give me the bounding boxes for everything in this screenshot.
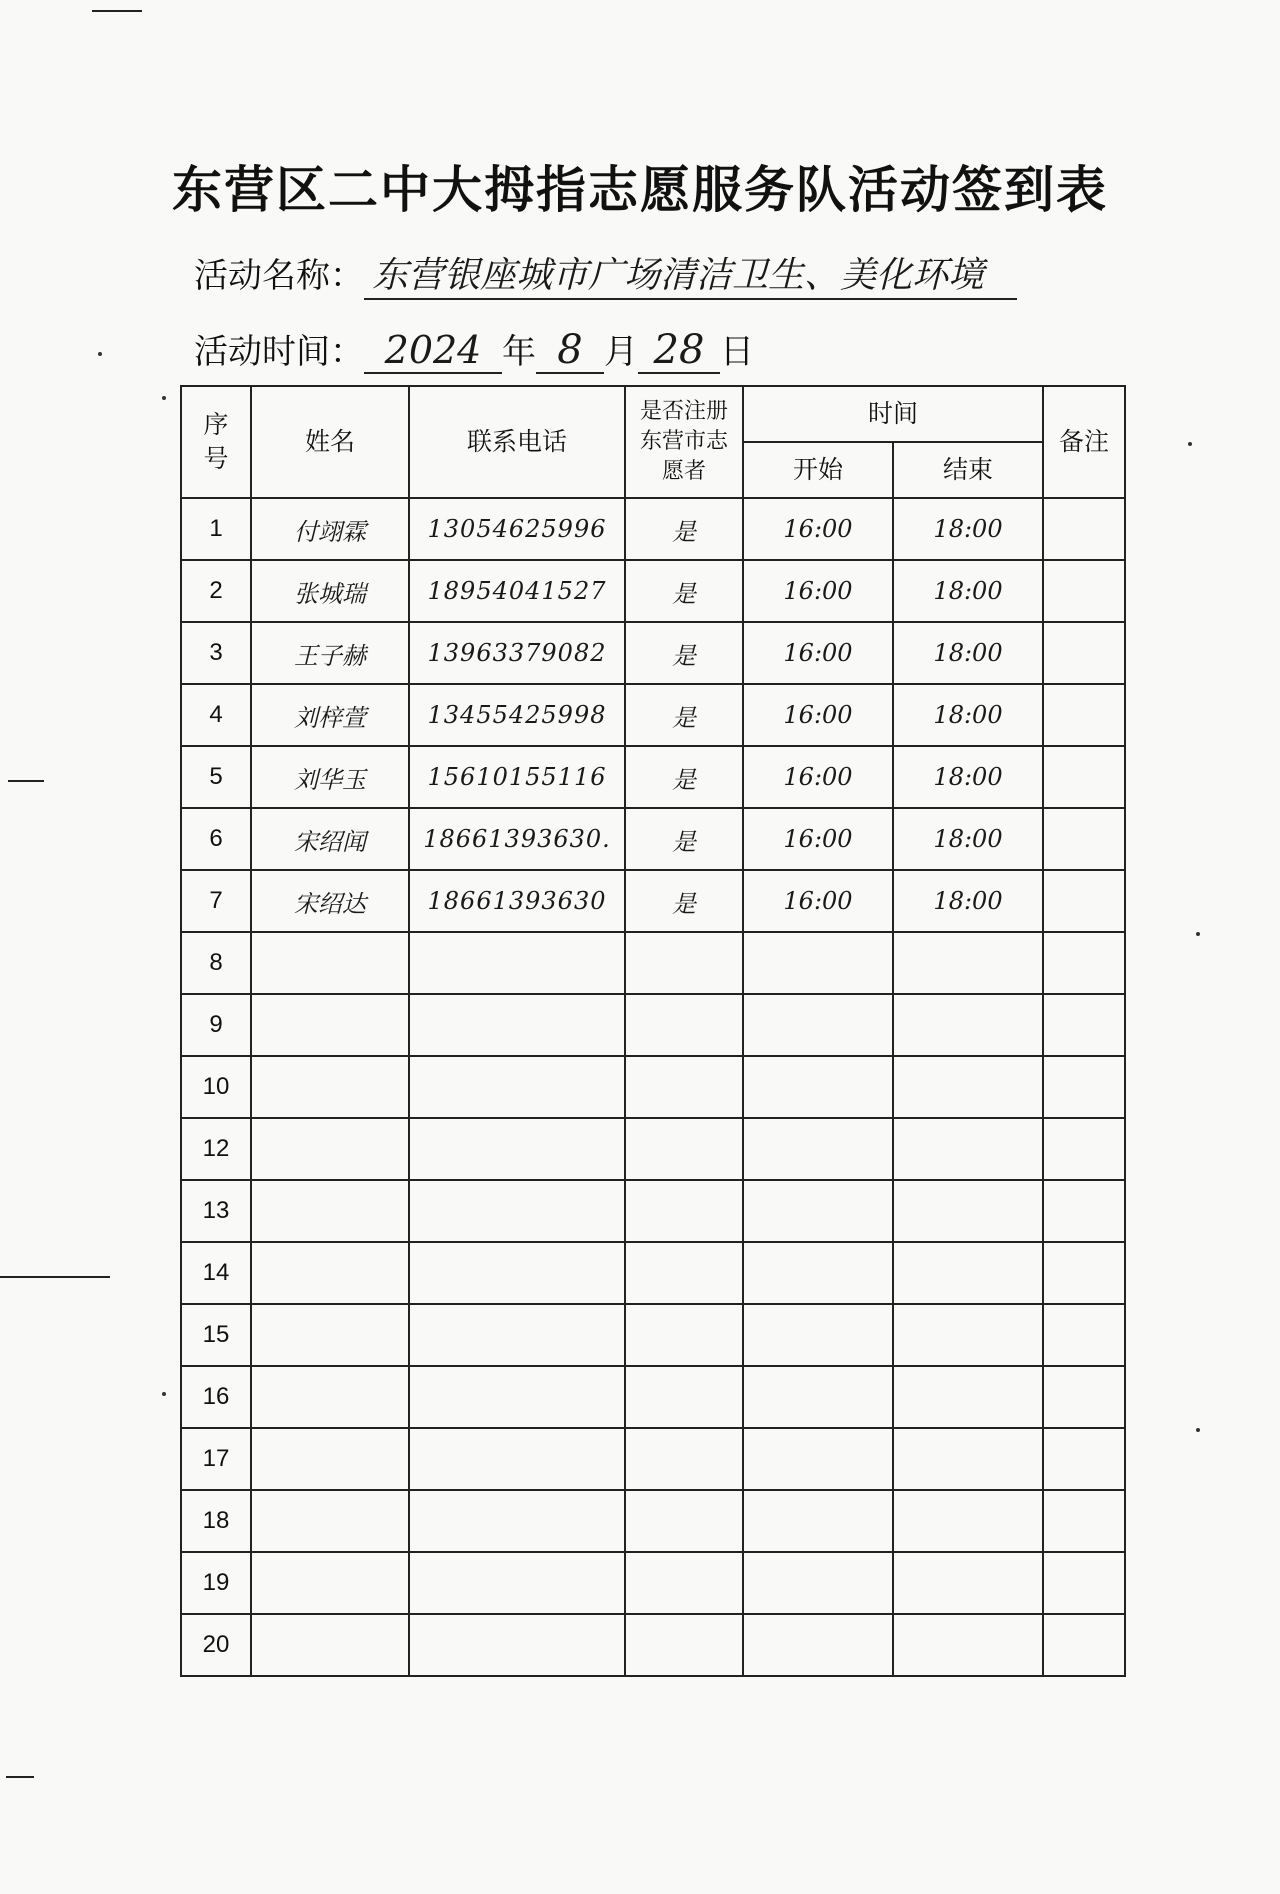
- row-name: [251, 994, 409, 1056]
- row-registered: [625, 1304, 743, 1366]
- row-name: [251, 932, 409, 994]
- row-start-time: [743, 1242, 893, 1304]
- margin-mark: [92, 10, 142, 12]
- row-name: [251, 1180, 409, 1242]
- row-registered: 是: [625, 746, 743, 808]
- row-registered: 是: [625, 622, 743, 684]
- row-registered: [625, 932, 743, 994]
- row-remarks: [1043, 1552, 1125, 1614]
- speck: [162, 396, 166, 400]
- row-registered: [625, 1428, 743, 1490]
- speck: [1196, 932, 1200, 936]
- row-end-time: [893, 1552, 1043, 1614]
- row-seq: 5: [181, 746, 251, 808]
- table-row: [181, 1118, 1125, 1180]
- row-phone: [409, 1428, 625, 1490]
- activity-name-line: [194, 254, 1017, 300]
- row-registered: 是: [625, 498, 743, 560]
- row-seq: 15: [181, 1304, 251, 1366]
- row-name: 宋绍闻: [251, 808, 409, 870]
- row-registered: 是: [625, 808, 743, 870]
- table-row: [181, 622, 1125, 684]
- row-seq: 1: [181, 498, 251, 560]
- row-end-time: [893, 994, 1043, 1056]
- header-start: 开始: [743, 442, 893, 498]
- table-row: [181, 746, 1125, 808]
- row-seq: 10: [181, 1056, 251, 1118]
- signin-table: [180, 385, 1126, 1677]
- header-registered-line1: 是否注册: [639, 399, 728, 424]
- row-remarks: [1043, 746, 1125, 808]
- page-title: 东营区二中大拇指志愿服务队活动签到表: [172, 161, 1108, 219]
- row-seq: 14: [181, 1242, 251, 1304]
- row-remarks: [1043, 1180, 1125, 1242]
- row-remarks: [1043, 560, 1125, 622]
- row-name: 付翊霖: [251, 498, 409, 560]
- speck: [1188, 442, 1192, 446]
- row-name: [251, 1428, 409, 1490]
- row-remarks: [1043, 498, 1125, 560]
- row-phone: [409, 1242, 625, 1304]
- year-unit: 年: [502, 332, 536, 372]
- row-name: [251, 1242, 409, 1304]
- row-start-time: [743, 932, 893, 994]
- activity-time-line: [194, 328, 754, 374]
- row-end-time: [893, 1428, 1043, 1490]
- header-end: 结束: [893, 442, 1043, 498]
- row-seq: 20: [181, 1614, 251, 1676]
- row-remarks: [1043, 1614, 1125, 1676]
- table-row: [181, 1180, 1125, 1242]
- month-value: 8: [536, 328, 604, 374]
- row-start-time: 16:00: [743, 498, 893, 560]
- row-seq: 9: [181, 994, 251, 1056]
- row-start-time: 16:00: [743, 870, 893, 932]
- row-registered: [625, 1366, 743, 1428]
- row-end-time: 18:00: [893, 560, 1043, 622]
- row-name: [251, 1118, 409, 1180]
- row-start-time: [743, 1614, 893, 1676]
- row-start-time: [743, 1180, 893, 1242]
- table-row: [181, 1552, 1125, 1614]
- row-phone: [409, 932, 625, 994]
- row-remarks: [1043, 1304, 1125, 1366]
- row-end-time: 18:00: [893, 870, 1043, 932]
- row-phone: [409, 1366, 625, 1428]
- row-name: [251, 1614, 409, 1676]
- header-registered: [625, 386, 743, 498]
- row-seq: 3: [181, 622, 251, 684]
- table-row: [181, 1490, 1125, 1552]
- row-phone: [409, 1614, 625, 1676]
- row-registered: 是: [625, 684, 743, 746]
- row-start-time: 16:00: [743, 684, 893, 746]
- row-seq: 13: [181, 1180, 251, 1242]
- row-name: 王子赫: [251, 622, 409, 684]
- row-phone: [409, 1118, 625, 1180]
- row-end-time: [893, 1242, 1043, 1304]
- header-registered-line3: 愿者: [661, 459, 706, 484]
- row-seq: 4: [181, 684, 251, 746]
- speck: [162, 1392, 166, 1396]
- row-remarks: [1043, 994, 1125, 1056]
- row-registered: [625, 1242, 743, 1304]
- header-seq-line1: 序: [203, 410, 229, 439]
- row-name: 张城瑞: [251, 560, 409, 622]
- header-name: 姓名: [251, 386, 409, 498]
- row-phone: [409, 1056, 625, 1118]
- row-end-time: 18:00: [893, 622, 1043, 684]
- speck: [1196, 1428, 1200, 1432]
- table-row: [181, 1614, 1125, 1676]
- row-phone: 18954041527: [409, 560, 625, 622]
- table-row: [181, 560, 1125, 622]
- row-remarks: [1043, 808, 1125, 870]
- row-name: [251, 1304, 409, 1366]
- row-end-time: [893, 1118, 1043, 1180]
- row-seq: 6: [181, 808, 251, 870]
- header-time: 时间: [743, 386, 1043, 442]
- row-remarks: [1043, 932, 1125, 994]
- table-row: [181, 870, 1125, 932]
- row-start-time: [743, 1490, 893, 1552]
- row-phone: 13054625996: [409, 498, 625, 560]
- row-registered: [625, 1180, 743, 1242]
- row-remarks: [1043, 684, 1125, 746]
- row-seq: 18: [181, 1490, 251, 1552]
- year-value: 2024: [364, 328, 502, 374]
- row-remarks: [1043, 870, 1125, 932]
- table-row: [181, 1242, 1125, 1304]
- row-name: 宋绍达: [251, 870, 409, 932]
- row-registered: [625, 1552, 743, 1614]
- row-remarks: [1043, 1118, 1125, 1180]
- row-start-time: [743, 1366, 893, 1428]
- month-unit: 月: [604, 332, 638, 372]
- signin-rows: [181, 498, 1125, 1676]
- row-end-time: [893, 1180, 1043, 1242]
- row-registered: 是: [625, 870, 743, 932]
- header-seq-line2: 号: [203, 444, 229, 473]
- row-start-time: [743, 1056, 893, 1118]
- row-name: [251, 1552, 409, 1614]
- row-phone: [409, 1490, 625, 1552]
- row-start-time: [743, 994, 893, 1056]
- row-end-time: 18:00: [893, 808, 1043, 870]
- table-row: [181, 808, 1125, 870]
- row-start-time: 16:00: [743, 560, 893, 622]
- row-registered: [625, 1490, 743, 1552]
- row-start-time: 16:00: [743, 746, 893, 808]
- row-name: 刘梓萱: [251, 684, 409, 746]
- table-row: [181, 1056, 1125, 1118]
- row-end-time: [893, 1304, 1043, 1366]
- table-row: [181, 1304, 1125, 1366]
- activity-name-label: 活动名称：: [194, 256, 364, 296]
- row-start-time: 16:00: [743, 622, 893, 684]
- speck: [98, 352, 102, 356]
- row-name: 刘华玉: [251, 746, 409, 808]
- row-remarks: [1043, 1490, 1125, 1552]
- row-registered: 是: [625, 560, 743, 622]
- row-seq: 16: [181, 1366, 251, 1428]
- row-end-time: 18:00: [893, 684, 1043, 746]
- row-seq: 17: [181, 1428, 251, 1490]
- row-phone: [409, 1304, 625, 1366]
- row-registered: [625, 1056, 743, 1118]
- row-name: [251, 1056, 409, 1118]
- row-end-time: [893, 1614, 1043, 1676]
- row-seq: 8: [181, 932, 251, 994]
- row-name: [251, 1366, 409, 1428]
- row-seq: 19: [181, 1552, 251, 1614]
- header-remarks: 备注: [1043, 386, 1125, 498]
- header-seq: [181, 386, 251, 498]
- row-end-time: [893, 1366, 1043, 1428]
- header-phone: 联系电话: [409, 386, 625, 498]
- row-remarks: [1043, 1366, 1125, 1428]
- table-row: [181, 994, 1125, 1056]
- table-row: [181, 498, 1125, 560]
- activity-time-label: 活动时间：: [194, 332, 364, 372]
- row-start-time: [743, 1118, 893, 1180]
- row-registered: [625, 994, 743, 1056]
- row-seq: 7: [181, 870, 251, 932]
- header-registered-line2: 东营市志: [639, 429, 728, 454]
- row-remarks: [1043, 1428, 1125, 1490]
- day-unit: 日: [720, 332, 754, 372]
- table-row: [181, 684, 1125, 746]
- row-end-time: [893, 1056, 1043, 1118]
- row-phone: [409, 1552, 625, 1614]
- row-registered: [625, 1118, 743, 1180]
- margin-mark: [8, 780, 44, 782]
- row-name: [251, 1490, 409, 1552]
- row-phone: 13455425998: [409, 684, 625, 746]
- row-remarks: [1043, 1242, 1125, 1304]
- row-seq: 2: [181, 560, 251, 622]
- row-remarks: [1043, 622, 1125, 684]
- row-start-time: [743, 1552, 893, 1614]
- table-row: [181, 1366, 1125, 1428]
- row-phone: [409, 994, 625, 1056]
- row-phone: 18661393630: [409, 870, 625, 932]
- table-row: [181, 1428, 1125, 1490]
- day-value: 28: [638, 328, 720, 374]
- row-seq: 12: [181, 1118, 251, 1180]
- row-registered: [625, 1614, 743, 1676]
- row-phone: 18661393630.: [409, 808, 625, 870]
- row-end-time: [893, 932, 1043, 994]
- row-phone: 13963379082: [409, 622, 625, 684]
- table-row: [181, 932, 1125, 994]
- row-end-time: 18:00: [893, 498, 1043, 560]
- row-end-time: 18:00: [893, 746, 1043, 808]
- row-phone: 15610155116: [409, 746, 625, 808]
- row-start-time: [743, 1428, 893, 1490]
- row-phone: [409, 1180, 625, 1242]
- margin-mark: [0, 1276, 110, 1278]
- row-start-time: 16:00: [743, 808, 893, 870]
- activity-name-value: 东营银座城市广场清洁卫生、美化环境: [364, 254, 1017, 300]
- row-remarks: [1043, 1056, 1125, 1118]
- row-start-time: [743, 1304, 893, 1366]
- margin-mark: [6, 1776, 34, 1778]
- row-end-time: [893, 1490, 1043, 1552]
